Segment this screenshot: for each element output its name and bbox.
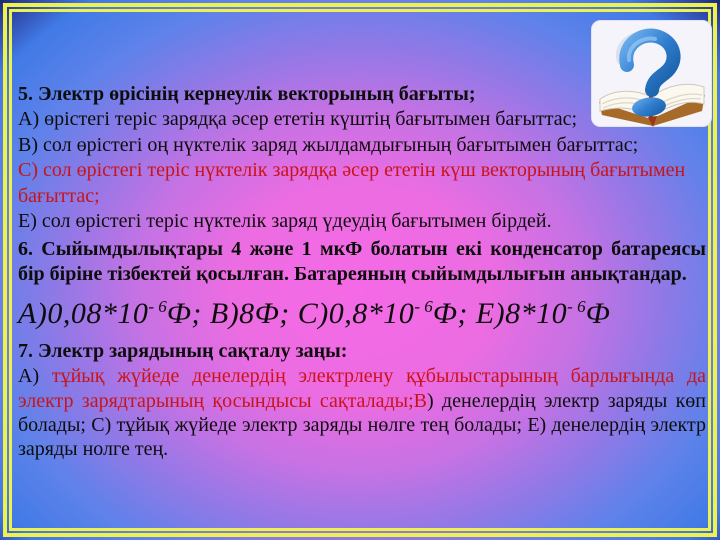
text-segment: - 6 — [567, 296, 586, 316]
question-5-option-a: А) өрістегі теріс зарядқа әсер ететін күштің бағытымен бағыттас; — [18, 108, 578, 131]
text-segment: ) денелердің электр заряды көп болады; С) тұйық жүйеде электр заряды нөлге тең болады; Е) денелердің электр заряды нолге тең. — [18, 389, 707, 461]
text-segment: Ф; Е)8*10 — [432, 296, 568, 330]
question-5-heading: 5. Электр өрісінің кернеулік векторының бағыты; — [18, 83, 476, 105]
question-7-options — [18, 364, 706, 462]
text-segment: - 6 — [414, 296, 433, 316]
text-segment: Ф — [585, 296, 611, 330]
question-6-text: 6. Сыйымдылықтары 4 және 1 мкФ болатын екі конденсатор батареясы бір біріне тізбектей қосылған. Батареяның сыйымдылығын анықтандар. — [18, 238, 706, 285]
text-segment: А)0,08*10 — [18, 296, 149, 330]
question-7-heading: 7. Электр зарядының сақталу заңы: — [18, 339, 348, 362]
question-5-option-c: С) сол өрістегі теріс нүктелік зарядқа әсер ететін күш векторының бағытымен бағыттас; — [18, 159, 686, 207]
text-segment: - 6 — [148, 296, 167, 316]
slide-content — [18, 82, 706, 462]
text-segment: Ф; В)8Ф; С)0,8*10 — [166, 296, 415, 330]
text-segment: А) — [18, 365, 52, 388]
question-6-answer-options — [18, 288, 706, 332]
question-5-option-b: В) сол өрістегі оң нүктелік заряд жылдамдығының бағытымен бағыттас; — [18, 133, 639, 156]
text-segment: тұйық жүйеде денелердің электрлену құбылыстарының барлығында да электр зарядтарының қосындысы сақталады;В — [18, 365, 707, 412]
question-5-option-e: Е) сол өрістегі теріс нүктелік заряд үдеудің бағытымен бірдей. — [18, 210, 552, 233]
